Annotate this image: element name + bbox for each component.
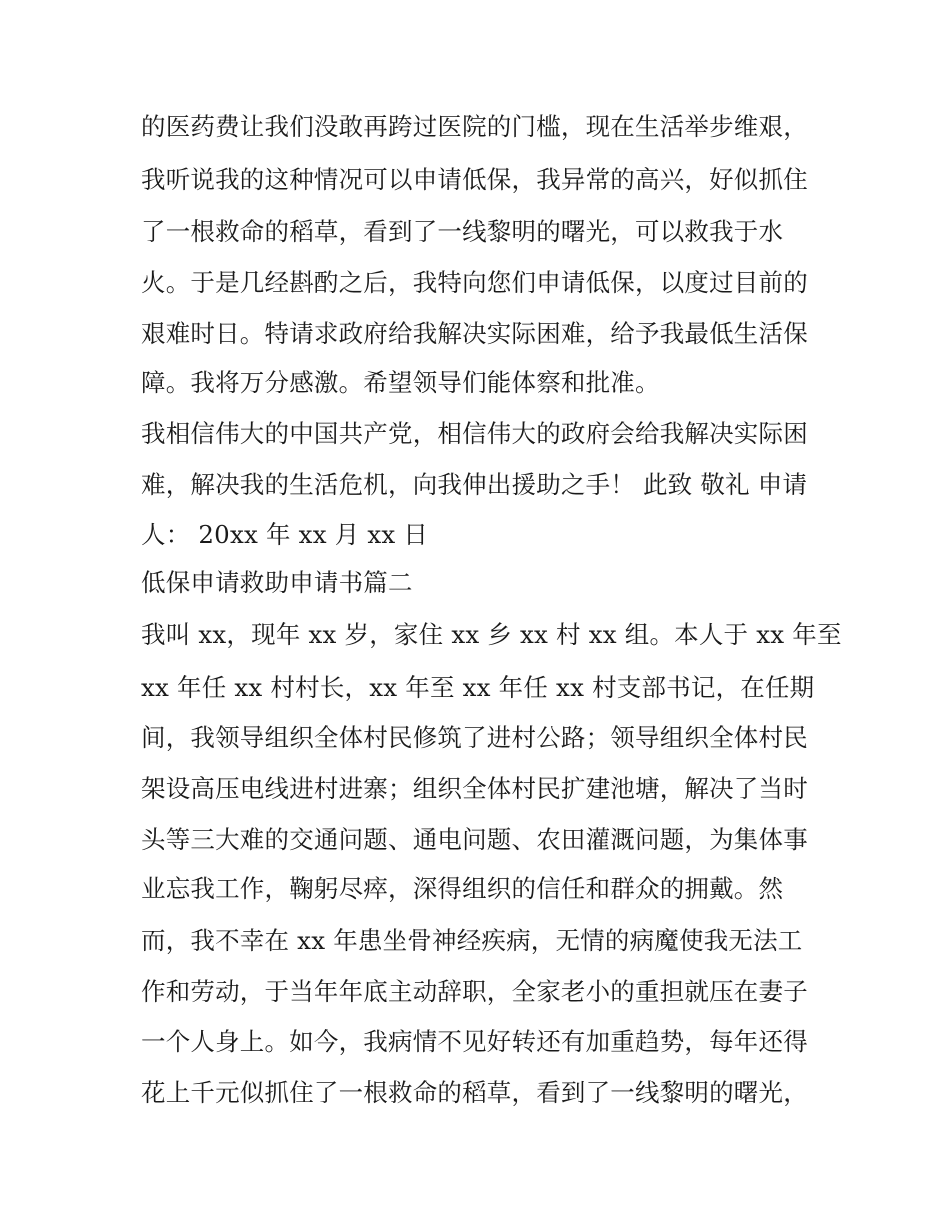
paragraph-line: xx 年任 xx 村村长，xx 年至 xx 年任 xx 村支部书记，在任期 (141, 673, 815, 702)
paragraph-line: 了一根救命的稻草，看到了一线黎明的曙光，可以救我于水 (141, 217, 784, 246)
paragraph-line: 业忘我工作，鞠躬尽瘁，深得组织的信任和群众的拥戴。然 (141, 874, 784, 903)
paragraph-line: 作和劳动，于当年年底主动辞职，全家老小的重担就压在妻子 (141, 977, 808, 1006)
section-heading: 低保申请救助申请书篇二 (141, 568, 413, 597)
paragraph-line: 人： 20xx 年 xx 月 xx 日 (141, 520, 429, 549)
paragraph-line: 间，我领导组织全体村民修筑了进村公路；领导组织全体村民 (141, 723, 808, 752)
paragraph-line: 而，我不幸在 xx 年患坐骨神经疾病，无情的病魔使我无法工 (141, 926, 803, 955)
paragraph-line: 艰难时日。特请求政府给我解决实际困难，给予我最低生活保 (141, 319, 808, 348)
paragraph-line: 头等三大难的交通问题、通电问题、农田灌溉问题，为集体事 (141, 825, 808, 854)
paragraph-line: 我叫 xx，现年 xx 岁，家住 xx 乡 xx 村 xx 组。本人于 xx 年至 (141, 620, 842, 649)
paragraph-line: 障。我将万分感激。希望领导们能体察和批准。 (141, 368, 660, 397)
paragraph-line: 难，解决我的生活危机，向我伸出援助之手！ 此致 敬礼 申请 (141, 470, 808, 499)
paragraph-line: 花上千元似抓住了一根救命的稻草，看到了一线黎明的曙光， (141, 1078, 808, 1107)
paragraph-line: 火。于是几经斟酌之后，我特向您们申请低保，以度过目前的 (141, 268, 808, 297)
paragraph-line: 架设高压电线进村进寨；组织全体村民扩建池塘，解决了当时 (141, 774, 808, 803)
paragraph-line: 我听说我的这种情况可以申请低保，我异常的高兴，好似抓住 (141, 165, 808, 194)
paragraph-line: 我相信伟大的中国共产党，相信伟大的政府会给我解决实际困 (141, 419, 808, 448)
paragraph-line: 的医药费让我们没敢再跨过医院的门槛，现在生活举步维艰， (141, 112, 808, 141)
paragraph-line: 一个人身上。如今，我病情不见好转还有加重趋势，每年还得 (141, 1027, 808, 1056)
